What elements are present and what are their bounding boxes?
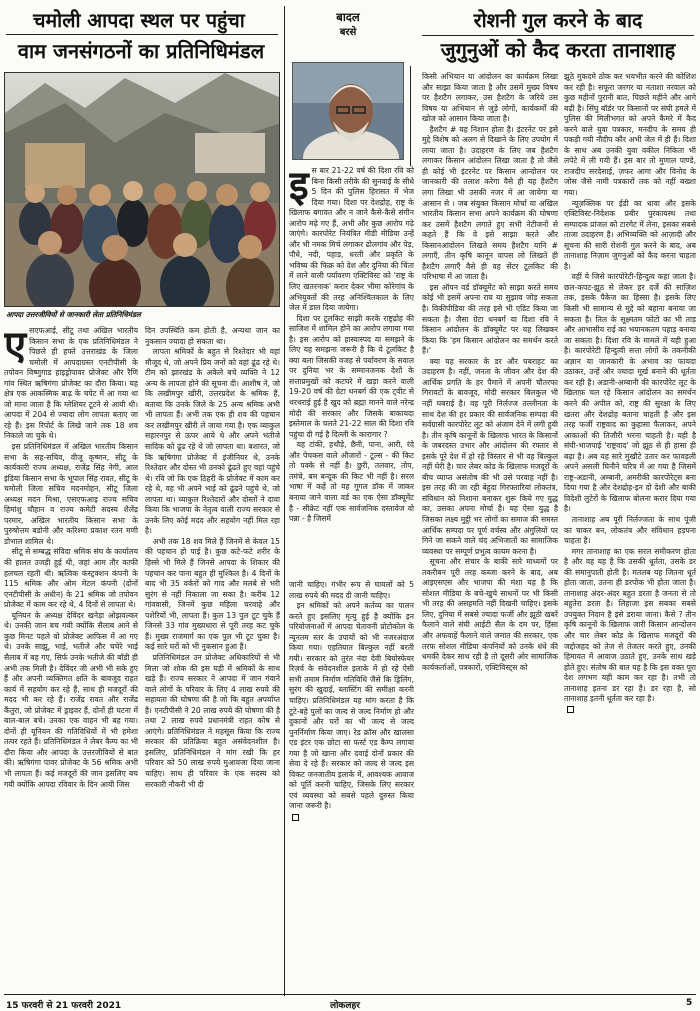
paragraph: झूठे मुकदमे ठोक कर भयभीत करने की कोशिश कर रही है। सफूरा जरगर या नताशा नरवाल को कुछ महीनों पुरानी बात, पिछले महीने और आगे बढ़ी है। सिंघु बॉर्डर पर किसानों पर संघी हमले में पुलिस की मिलीभगत को अपने कैमरे में कैद करने वाले युवा पत्रकार, मनदीप के समय ही पकड़ी गयी नौदीप कौर अभी जेल में ही हैं। दिशा के साथ अब उनकी युवा वकील निकिता भी लपेटे में ली गयी हैं। इस बार तो मुणाल पाण्डे, राजदीप सरदेसाई, ज़फर आगा और विनोद के जोस जैसे नामी पत्रकारों तक को नहीं बख्शा गया। (564, 72, 696, 198)
paragraph: इस ऑपन वर्ड डॉक्यूमेंट को साझा करते समय कोई भी इसमें अपना राय या सुझाव जोड़ सकता है। विकीपीडिया की तरह इसे भी एडिट किया जा सकता है। जैसा ग्रेटा थनबर्ग या दिशा रवि ने किसान आंदोलन के डॉक्यूमेंट पर यह लिखकर किया कि 'हम किसान आंदोलन का समर्थन करते हैं।' (422, 282, 558, 356)
paragraph: यूनियन के अध्यक्ष देविंदर खनेड़ा ओझवल्कर थे। उनकी जान बच गयी क्योंकि सैलाब आने से कुछ मिनट पहले वो प्रोजेक्ट आफिस में आ गए थे। उनके साझू, भाई, भतीजे और चचेरे भाई सैलाब में बह गए, सिर्फ उनके भतीजे की बॉडी ही अभी तक मिली है। देविंदर जी अभी भी सके हुए हैं और अपनी व्यक्तिगत क्षति के बावजूद राहत कार्य में सहयोग कर रहे हैं, साथ ही मजदूरों की मदद भी कर रहे हैं। राजेंद्र रावत और राजेंद्र कैंतुरा, जो प्रोजेक्ट में ड्राइवर हैं, दोनों ही घटना में बाल-बाल बचे। उनका एक वाहन भी बह गया। दोनों ही यूनियन की गतिविधियों में भी हमेशा तत्पर रहते हैं। प्रतिनिधिमंडल ने लेबर कैम्प का भी दौरा किया और आपदा के उत्तरजीवियों से बात की। ऋषिगंगा पावर प्रोजेक्ट के 56 श्रमिक अभी भी लापता हैं। कई मजदूरों की जान इसलिए बच गयी क्योंकि आपदा रविवार के दिन आयी जिस (4, 610, 138, 789)
left-article-col1-text (4, 326, 138, 790)
left-article-col2-text (145, 326, 280, 790)
middle-article-continued-text (289, 580, 414, 812)
middle-article-col1 (289, 166, 414, 578)
paragraph: लापता श्रमिकों के बहुत से रिश्तेदार भी वहां मौजूद थे, जो अपने प्रिय जनों को वहां ढूंढ रहे थे। टीम को झारखंड के अकेले बचे व्यक्ति ने 12 अन्य के लापता होने की सूचना दी। आशीष ने, जो कि लखीमपुर खीरी, उत्तरप्रदेश के श्रमिक हैं, बताया कि उनके जिले के 25 अन्य श्रमिक अभी भी लापता हैं। अभी तक एक ही शव की पहचान कर लखीमपुर खीरी ले जाया गया है। एक व्याकुल सहारनपुर से ऊपर आये थे और अपने भतीजे सादिक को ढूंढ रहे थे जो लापता था। बशारत, जो कि ऋषिगंगा प्रोजेक्ट में इंजीनियर थे, उनके रिश्तेदार और दोस्त भी उनको ढूंढते हुए वहां पहुंचे थे। रवि जो कि एक ठिहरी के प्रोजेक्ट में काम कर रहे थे, वह भी अपने भाई को ढूंढने पहुंचे थे, जो लापता था। व्याकुल रिश्तेदारों और दोस्तों ने दावा किया कि भाजपा के नेतृत्व वाली राज्य सरकार से उनके लिए कोई मदद और सहयोग नहीं मिल रहा है। (145, 347, 280, 536)
paragraph: मगर तानाशाह का एक सरल समीकरण होता है और वह यह है कि उसकी धूर्तता, उसके डर की समानुपाती होती है। मतलब यह जितना धूर्त होता जाता, उतना ही डरपोक भी होता जाता है। तानाशाह अंदर-अंदर बहुत डरता है जनता से तो बहुतेरा डरता है। लिहाजा इस सबका सबसे उपयुक्त निदान है इसे डराया जाना। कैसे ? तीन कृषि कानूनों के खिलाफ जारी किसान आन्दोलन और चार लेबर कोड के खिलाफ मजदूरों की जद्दोजहद को तेज से तेजतर करते हुए, उनकी हिमायत में आवाज उठाते हुए, उनके साथ खड़े होते हुए। संतोष की बात यह है कि इस वक्त पूरा देश लगभग यही काम कर रहा है। तभी तो तानाशाह इतना डर रहा है। डर रहा है, सो तानाशाह इतनी धूर्तता कर रहा है। (564, 546, 696, 704)
column-divider (284, 6, 285, 996)
paragraph: स बार 21-22 वर्ष की दिशा रवि को बिना किसी तरीके की सुनवाई के सीधे 5 दिन की पुलिस हिरासत में भेज दिया गया। दिशा पर देशद्रोह, राष्ट्र के खिलाफ बगावत और न जाने कैसे-कैसे संगीन आरोप मढ़े गए हैं, अभी और कुछ आरोप गढ़े जाएंगे। कारपोरेट नियंत्रित मीडी मीडिया उन्हें और भी नमक मिर्च लगाकर ढोलगांव और पेड़, पौधे, नदी, पहाड़, धरती और प्रकृति के भविष्य की फिक्र को देश और दुनिया की चिंता में लाने वाली पर्यावरण एक्टिविस्ट को 'राष्ट्र के लिए खतरनाक' करार देकर भीमा कोरेगांव के अभियुक्तों की तरह अनिश्चितकाल के लिए जेल में डाल दिया जायेगा। (289, 166, 414, 313)
middle-drop-cap: इ (289, 166, 309, 209)
column-author: बरसे (339, 27, 357, 38)
paragraph: दिन उपस्थिति कम होती है, अन्यथा जान का नुकसान ज्यादा हो सकता था। (145, 326, 280, 346)
headline-right-line1: रोशनी गुल करने के बाद (473, 9, 643, 32)
paragraph: सएफआई, सीटू तथा अखिल भारतीय किसान सभा के एक प्रतिनिधिमंडल ने पिछले ही हफ्ते उत्तराखंड के जिला चमोली में आपदाग्रस्त एनटीपीसी के तपोवन विष्णुगाड हाइड्रोपावर प्रोजेक्ट और रैणि गांव स्थित ऋषिगंगा प्रोजेक्ट का दौरा किया। यह क्षेत्र एक आकस्मिक बाढ़ के चपेट में आ गया था जो माना जाता है कि ग्लेशियर टूटने से आयी थी। आपदा में 204 से ज्यादा लोग लापता बताए जा रहे हैं। इस रिपोर्ट के लिखे जाने तक 18 शव निकाले जा चुके थे। (4, 326, 138, 441)
headline-divider (6, 34, 278, 35)
paragraph: क्या यह सरकार के डर और घबराहट का उदाहरण है। नहीं, जनता के जीवन और देश की आर्थिक प्रगति के हर पैमाने में अपनी चौतरफा गिरावटों के बावजूद, मोदी सरकार बिलकुल भी नहीं घबराई है। वह पूरी निर्लज्ज तल्लीनता के साथ देश की हर प्रकार की सार्वजनिक सम्पदा की सर्वग्रासी कारपोरेट लूट को अंजाम देने में लगी हुयी है। तीन कृषि कानूनों के खिलाफ भारत के किसानों के जबरदस्त उभार और आंदोलन की रफ्तार से इसके पूरे देश में हो रहे विस्तार से भी वह बिल्कुल नहीं घेरी है। चार लेबर कोड के खिलाफ मजदूरों के बीच व्याप्त असंतोष की भी उसे परवाह नहीं है। इस तरह की जा रही बेहुदा गिरफ्तारियां लोकतंत्र, संविधान को निशाना बनाकर शुरू किये गए युद्ध का, उसका अपना मोर्चा है। यह ऐसा युद्ध है जिसका लक्ष्य मुट्ठी भर लोगों का समाज की समस्त आर्थिक सम्पदा पर पूर्ण वर्चस्व और अंगुलियों पर गिने जा सकने वाले चंद अभिजातों का सामाजिक व्यवस्था पर सम्पूर्ण प्रभुत्व कायम करना है। (422, 356, 558, 556)
paragraph: तानाशाह अब पूरी निर्लज्जता के साथ पूंजी का चाकर बन, लोकतंत्र और संविधान हड़पना चाहता है। (564, 514, 696, 546)
right-article-col1 (564, 72, 696, 990)
paragraph: सूचना और संचार के बाकी सारे माध्यमों पर तकरीबन पूरी तरह कब्जा करने के बाद, अब आइएसएस और भाजपा की मंशा यह है कि सोशल मीडिया के बचे-खुचे साधनों पर भी किसी भी तरह की असहमति नहीं दिखनी चाहिए। इसके लिए, दुनिया में सबसे ज्यादा फर्जी और झूठी खबरें फैलाने वाले संघी आईटी सैल के दम पर, हिंसा और अफवाहें फैलाने वाले जमात की सरकार, एक तरफ सोशल मीडिया कंपनियों को उनके धंधे की धमकी देकर साथ रही है तो दूसरी ओर सामाजिक कार्यकर्ताओं, पत्रकारों, एक्टिविस्ट्स को (422, 557, 558, 672)
photo-caption: आपदा उत्तरजीवियों से जानकारी लेता प्रतिनिधिमंडल (6, 310, 141, 319)
middle-article-col2-text (422, 72, 558, 673)
paragraph: अभी तक 18 शव मिले हैं जिनमें से केवल 15 की पहचान हो पाई है। कुछ कटे-फटे शरीर के हिस्से भी मिले हैं जिनसे आपदा के शिकार की पहचान कर पाना बहुत ही मुश्किल है। 4 दिनों के बाद भी 35 वर्करों को गाद और मलबे से भरी सुरंग से नहीं निकाला जा सका है। करीब 12 गांववासी, जिनमें कुछ महिला चरवाहे और पशेरियों भी, लापता हैं। कुल 13 पुल टूट चुके हैं जिनसे 33 गांव मुख्यधारा से पूरी तरह कट चुके हैं। मुख्य राजमार्ग का एक पुल भी टूट चुका है। कई सारे घरों को भी नुकसान हुआ है। (145, 536, 280, 652)
paragraph: सीटू से सम्बद्ध संविदा श्रमिक संघ के कार्यालय की हालत उजड़ी हुई थी, जहां आम तौर काफी हलचल रहती थी। ऋत्विक कंस्ट्रक्शन कंपनी के 115 श्रमिक और ओम मेटल कंपनी (दोनों एनटीपीसी के अधीन) के 21 श्रमिक जो तपोवन प्रोजेक्ट में काम कर रहे थे, 4 दिनों से लापता थे। (4, 547, 138, 610)
footer-page-number: 5 (686, 998, 693, 1008)
article-end-mark (567, 706, 574, 713)
paragraph: किसी अभियान या आंदोलन का कार्यक्रम लिखा और साझा किया जाता है और उसमें मुख्य विषय पर हैशटैग लगाकर, उस हैशटैग के जरिये उस विषय या अभियान से जुड़े लोगों, कार्यकर्मों की खोज को आसान किया जाता है। (422, 72, 558, 124)
column-title: बादल (336, 10, 360, 24)
paragraph: प्रतिनिधिमंडल उन प्रोजेक्ट अधिकारियों से भी मिला जो शोक की इस घड़ी में श्रमिकों के साथ खड़े हैं। राज्य सरकार ने आपदा में जान गंवाने वाले लोगों के परिवार के लिए 4 लाख रुपये की सहायता की घोषणा की है जो कि बहुत अपर्याप्त है। एनटीपीसी ने 20 लाख रुपये की घोषणा की है तथा 2 लाख रुपये प्रधानमंत्री राहत कोष से आएंगे। प्रतिनिधिमंडल ने महसूस किया कि राज्य सरकार की प्रतिक्रिया बहुत असंवेदनशील है। इसलिए, प्रतिनिधिमंडल ने मांग रखी कि हर परिवार को 50 लाख रुपये मुआवजा दिया जाना चाहिए। साथ ही परिवार के एक सदस्य को सरकारी नौकरी भी दी (145, 652, 280, 789)
paragraph: जानी चाहिए। गंभीर रूप से घायलों को 5 लाख रुपये की मदद दी जानी चाहिए। (289, 580, 414, 600)
paragraph: हैशटैग # यह निशान होता है। इंटरनेट पर इसे मुद्दे विशेष को अलग से दिखाने के लिए उपयोग में लाया जाता है। उदाहरण के लिए जब हैशटैग लगाकर किसान आंदोलन लिखा जाता है तो जैसे ही कोई भी इंटरनेट पर किसान आन्दोलन पर जानकारी की तलाश करेगा वैसे ही यह हैशटैग लगा लिखा भी उसकी नजर में आ जायेगा या आसान से । जब संयुक्त किसान मोर्चा या अखिल भारतीय किसान सभा अपने कार्यक्रम की घोषणा कर उसमें हैशटैग लगाते हुए सभी नेटीजनों से कहते हैं कि वे इसे साझा करते और किसानआंदोलन लिखते समय हैशटैग यानि # लगाएँ, तीन कृषि कानून वापस लो लिखते ही हैशटैग लगाएँ वैसे ही वह सेंटर टूलकिट की परिभाषा में आ जाता है। (422, 124, 558, 282)
author-portrait (292, 62, 404, 160)
middle-article-col1-text (289, 166, 414, 525)
footer-paper-name: लोकलहर (330, 1001, 360, 1011)
paragraph: इन श्रमिकों को अपने कर्तव्य का पालन करते हुए इसलिए मृत्यु हुई है क्योंकि इन परियोजनाओं में आपदा चेतावनी प्रोटोकोल के न्यूनतम स्तर के उपायों को भी नजरअंदाज किया गया। एहतियात बिल्कुल नहीं बरती गयी। सरकार को तुरंत नंदा देवी बियोस्फेयर रिज़र्व के संवेदनशील इलाके में हो रहे ऐसी सभी तमाम निर्माण गतिविधि जैसे कि ड्रिलिंग, सुरंग की खुदाई, ब्लास्टिंग की समीक्षा करनी चाहिए। प्रतिनिधिमंडल यह मांग करता है कि टूटे-बहे पुलों का जल्द से जल्द निर्माण हो और दुकानों और घरों का भी जल्द से जल्द पुनर्निर्माण किया जाए। रेड क्रॉस और खालसा एड इंटर एक छोटा सा फर्स्ट एड कैम्प लगाया गया है जो खाना और दवाई दोनों प्रकार की सेवा दे रहे हैं। सरकार को जल्द से जल्द इस विकट जनजातीय इलाके में, आवश्यक आवाज को पूर्ति करनी चाहिए, जिसके लिए सरकार एवं व्यवस्था को सबसे पहले दुरुस्त किया जाना जरूरी है। (289, 601, 414, 811)
middle-article-continued (289, 580, 414, 990)
left-article-col2 (145, 326, 280, 990)
footer-rule (4, 994, 696, 995)
paragraph: न्यूज़क्लिक पर ईडी का धावा और इसके एक्टिविस्ट-निदेशक प्रबीर पुरकायस्थ तथा सम्पादक प्रांजल को टारगेट में लेना, इसका सबसे ताजा उदाहरण है। अभिव्यक्ति को आज़ादी और सूचना की सारी रोशनी गुल करने के बाद, अब तानाशाह निज़ाम जुगनुओं को कैद करना चाहता है। (564, 198, 696, 271)
disaster-site-photo (4, 72, 280, 307)
article-end-mark (292, 814, 299, 821)
left-article-col1 (4, 326, 138, 990)
left-drop-cap: ए (4, 326, 27, 369)
footer-date: 15 फरवरी से 21 फरवरी 2021 (6, 1001, 122, 1011)
right-article-col1-text (564, 72, 696, 705)
middle-article-col2 (422, 72, 558, 990)
paragraph: दिशा पर टूलकिट साझी करके राष्ट्रद्रोह की साजिश में शामिल होने का आरोप लगाया गया है। इस आरोप को हास्यास्पद या समझने के लिए यह समझना जरूरी है कि ये टूलकिट है क्या बला जिसकी वजह से पर्यावरण के सवाल पर दुनिया भर के सम्मानजनक देशों के सत्ताप्रमुखों को कटघरे में खड़ा करने वाली 19-20 वर्ष की ग्रेटा थनबर्ग की एक ट्वीट से थरथराई हुई है खुद को ब्रह्मा मानने वाले नरेन्द्र मोदी की सरकार और जिसके बाकायदा इस्तेमाल के चलते 21-22 साल की दिशा रवि पहुंचा दी गई है दिल्ली के कारागार ? (289, 313, 414, 439)
column-header (290, 4, 406, 62)
paragraph: इस प्रतिनिधिमंडल में अखिल भारतीय किसान सभा के सह-सचिव, वीजू कृष्णन, सीटू के कार्यकारी राज्य अध्यक्ष, राजेंद्र सिंह नेगी, आल इंडिया किसान सभा के भूपाल सिंह रावत, सीटू के चमोली जिला सचिव मदनमोहन, सीटू जिला अध्यक्ष मदन मिश्रा, एसएफआइ राज्य सचिव हिमांशु चौहान व राज्य कमेटी सदस्य शैलेंद्र परमार, अखिल भारतीय किसान सभा के पुरुषोत्तम बडोनी और करिश्मा प्रकाश रतन मणी डोभाल शामिल थे। (4, 442, 138, 546)
column-divider (410, 66, 411, 166)
paragraph: यह टांकी, हथौड़े, छैनी, पाना, आरी, रंदे और पेचकस वाले औजारों - टूल्स - की किट तो पक्के से नहीं है। छुरी, तलवार, तोप, तमंचे, बम बन्दूक की किट भी नहीं है। सरल भाषा में कहें तो यह गूगल डॉक में जाकर बनाया जाने वाला वर्ड का एक ऐसा डॉक्यूमेंट है - सीक्रेट नहीं एक सार्वजनिक दस्तावेज वो पन्ना - है जिसमें (289, 440, 414, 524)
headline-left-line2: वाम जनसंगठनों का प्रतिनिधिमंडल (17, 39, 265, 63)
headline-left-line1: चमोली आपदा स्थल पर पहुंचा (33, 9, 245, 32)
headline-right-line2: जुगुनुओं को कैद करता तानाशाह (440, 38, 676, 62)
paragraph: वहीं ये जिसे कारपोरेटी-हिन्दुत्व कहा जाता है। छल-कपट-झूठ से लेकर हर दर्जे की साज़िश तक, इसके पैकेज का हिस्सा है। इसके लिए किसी भी सामान्य से मुद्दे को बहाना बनाया जा सकता है। तिल के सूक्ष्मतम फोटो का भी ताड़ और आभासीय राई का भयानकतम पहाड़ बनाया जा सकता है। दिशा रवि के मामले में यही हुआ है। कारपोरेटी हिन्दुत्वी सत्ता लोगों के तकनीकी अज्ञान या जानकारी के अभाव का फायदा उठाकर, उन्हें और ज्यादा मूर्ख बनाने की धूर्तता कर रही है। अडानी-अम्बानी की कारपोरेट लूट के खिलाफ़ चल रहे किसान आंदोलन का समर्थन करने की अपील को, राष्ट्र की सुरक्षा के लिए खतरा और देशद्रोह बताना चाहती है और इस तरह फर्जी राष्ट्रवाद का कुहासा फैलाकर, अपने आकाओं की तिजौरी भरना चाहती है। यही है संघी-भाजपाई 'राष्ट्रवाद' जो झूठ से ही हासा ही बढ़ा है। अब यह सारे मुखौटे उतार कर फावड़ली अपने असली घिनौने चरित्र में आ गया है जिसमें राष्ट्र-अडानी, अम्बानी, अमरीकी कारपोरेट्स बना दिया गया है और देशद्रोह-इन दो देशी और बाकी विदेशी लुटेरों के खिलाफ बोलना करार दिया गया है। (564, 272, 696, 514)
